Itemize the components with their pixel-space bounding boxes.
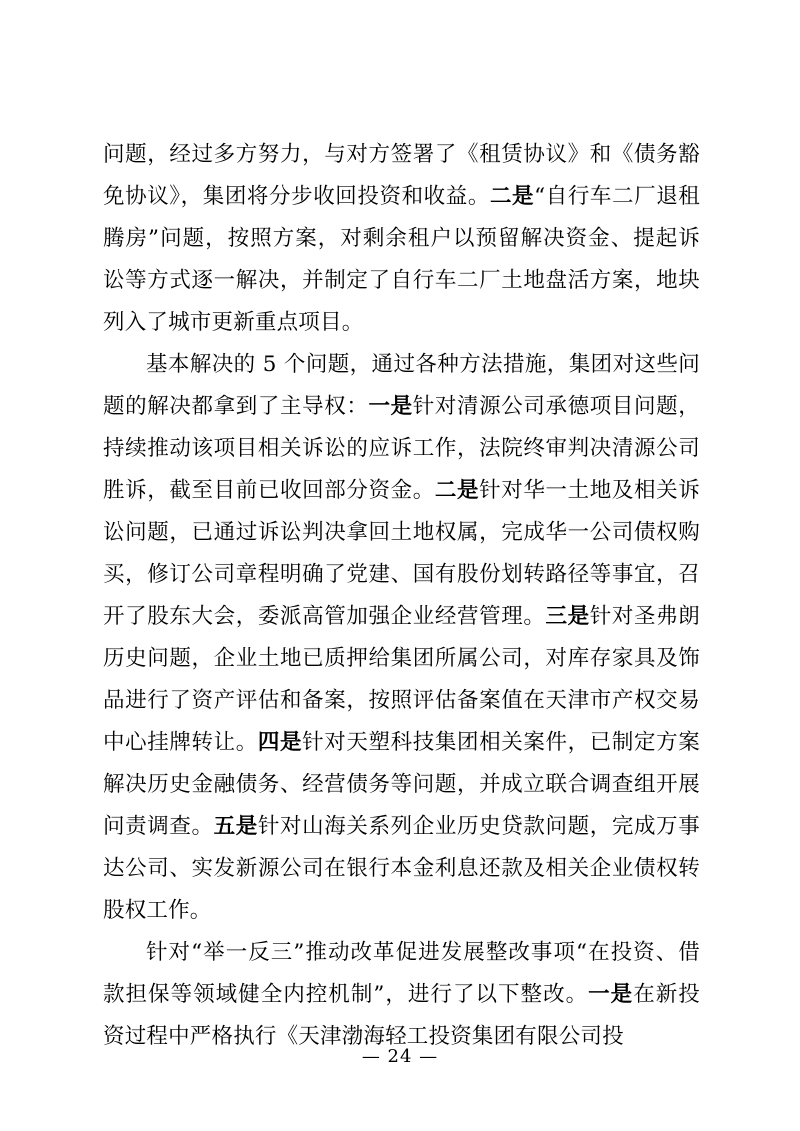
paragraph-2 <box>103 344 700 932</box>
text-run: “自行车二厂退租腾房”问题，按照方案，对剩余租户以预留解决资金、提起诉讼等方式逐一解决，并制定了自行车二厂土地盘活方案，地块列入了城市更新重点项目。 <box>103 184 701 335</box>
page-number: — 24 — <box>361 1046 439 1067</box>
text-run: 针对清源公司承德项目问题，持续推动该项目相关诉讼的应诉工作，法院终审判决清源公司胜诉，截至目前已收回部分资金。 <box>103 394 700 503</box>
text-run: 针对山海关系列企业历史贷款问题，完成万事达公司、实发新源公司在银行本金利息还款及相关企业债权转股权工作。 <box>103 814 700 923</box>
text-run: 针对“举一反三”推动改革促进发展整改事项“在投资、借款担保等领域健全内控机制”，进行了以下整改。 <box>103 940 700 1007</box>
emphasis-marker: 二是 <box>434 478 480 503</box>
text-run: 在新投资过程中严格执行《天津渤海轻工投资集团有限公司投 <box>103 982 700 1049</box>
paragraph-3 <box>103 932 700 1058</box>
text-run: 基本解决的 5 个问题，通过各种方法措施，集团对这些问题的解决都拿到了主导权： <box>103 352 700 419</box>
document-body <box>103 134 700 1058</box>
emphasis-marker: 五是 <box>213 814 258 839</box>
text-run: 针对华一土地及相关诉讼问题，已通过诉讼判决拿回土地权属，完成华一公司债权购买，修订公司章程明确了党建、国有股份划转路径等事宜，召开了股东大会，委派高管加强企业经营管理。 <box>103 478 700 629</box>
emphasis-marker: 二是 <box>489 184 535 209</box>
paragraph-1 <box>103 134 700 344</box>
text-run: 问题，经过多方努力，与对方签署了《租赁协议》和《债务豁免协议》，集团将分步收回投资和收益。 <box>103 142 700 209</box>
emphasis-marker: 一是 <box>588 982 634 1007</box>
emphasis-marker: 四是 <box>257 730 303 755</box>
text-run: 针对圣弗朗历史问题，企业土地已质押给集团所属公司，对库存家具及饰品进行了资产评估和备案，按照评估备案值在天津市产权交易中心挂牌转让。 <box>103 604 700 755</box>
text-run: 针对天塑科技集团相关案件，已制定方案解决历史金融债务、经营债务等问题，并成立联合调查组开展问责调查。 <box>103 730 701 839</box>
page-footer <box>0 1046 800 1067</box>
emphasis-marker: 一是 <box>368 394 413 419</box>
emphasis-marker: 三是 <box>545 604 590 629</box>
